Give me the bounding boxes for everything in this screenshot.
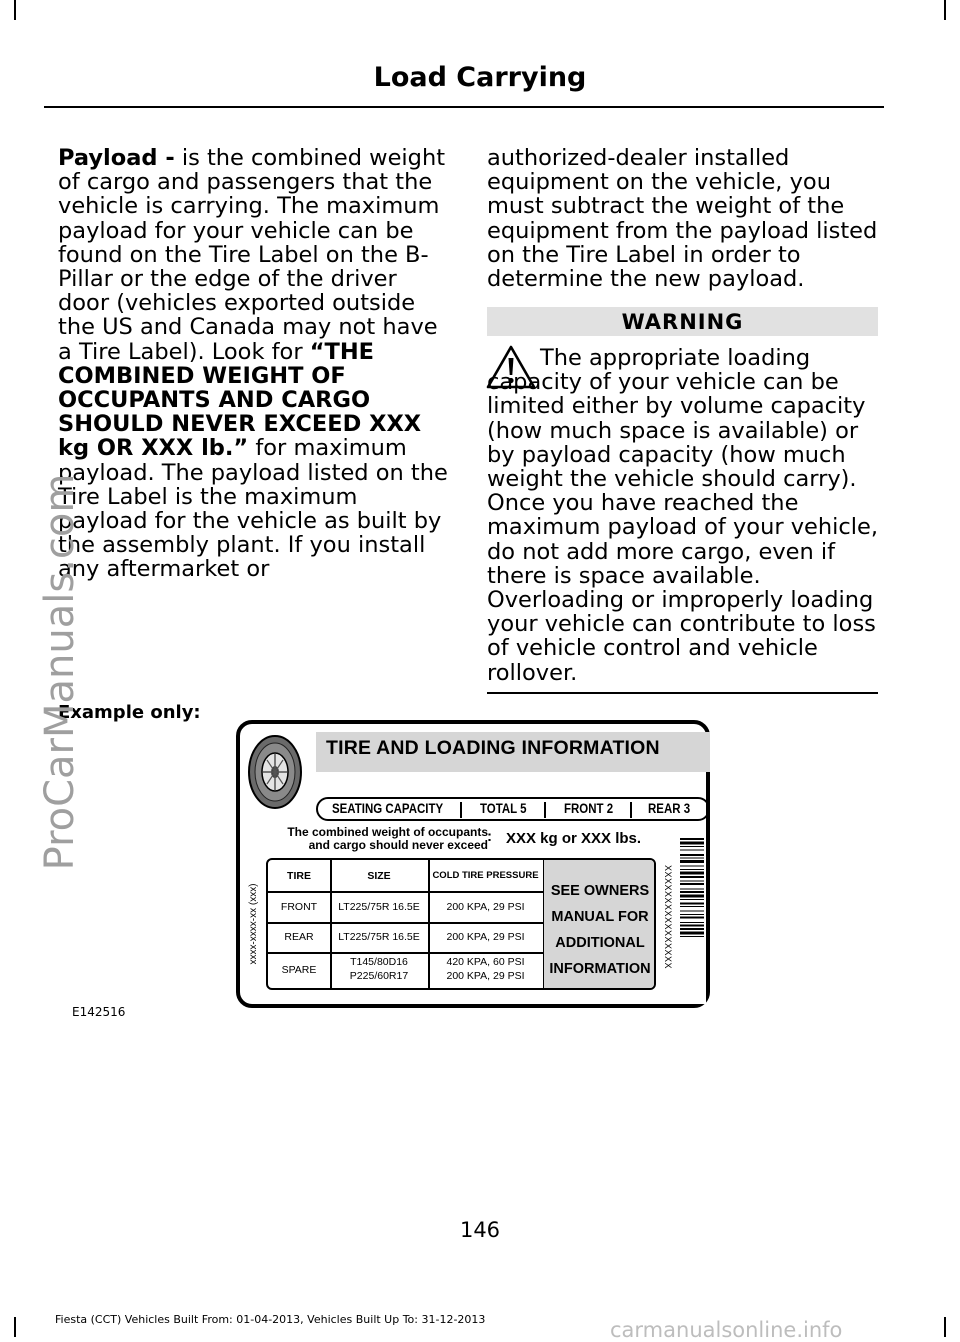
label-title: TIRE AND LOADING INFORMATION: [326, 737, 660, 759]
crop-mark: [14, 0, 16, 20]
combined-weight-quote: “THE COMBINED WEIGHT OF OCCUPANTS AND CARGO SHOULD NEVER EXCEED XXX kg OR XXX lb.”: [58, 338, 422, 462]
left-column: [58, 146, 453, 582]
crop-mark: [14, 1317, 16, 1337]
spare-size-1: T145/80D16: [350, 956, 408, 968]
page-title: Load Carrying: [373, 62, 587, 93]
warning-rule: [487, 692, 878, 694]
side-id: [244, 870, 262, 978]
side-id-text: (xxx) xx-xxxx-xxxx: [247, 883, 259, 965]
tire-icon: [244, 732, 306, 812]
payload-text-2: for maximum payload. The payload listed on the Tire Label is the maximum payload for the vehicle as built by the assembly plant. If you install any aftermarket or: [58, 435, 448, 583]
see-owners-line-3: ADDITIONAL: [555, 935, 645, 951]
spare-tire: SPARE: [281, 964, 317, 976]
crop-mark: [944, 0, 946, 20]
seating-capacity-bar: [316, 797, 710, 821]
header-size: SIZE: [367, 870, 391, 882]
crop-mark: [944, 1317, 946, 1337]
barcode-id: [658, 862, 678, 972]
front-tire: FRONT: [280, 901, 318, 913]
colon: :: [487, 828, 492, 845]
seating-capacity: SEATING CAPACITY: [332, 801, 444, 816]
payload-term: Payload -: [58, 145, 175, 171]
table-divider: [268, 952, 544, 954]
header-rule: [44, 106, 884, 108]
header-tire: TIRE: [287, 870, 311, 882]
rear-size: LT225/75R 16.5E: [338, 931, 420, 943]
see-owners-line-2: MANUAL FOR: [551, 909, 649, 925]
warning-body: [487, 346, 882, 685]
barcode-icon: [678, 836, 706, 1004]
divider: [460, 802, 462, 818]
table-divider: [268, 891, 544, 893]
divider: [630, 802, 632, 818]
tire-pressure-table: [266, 858, 656, 990]
seating-front: FRONT 2: [564, 801, 614, 816]
figure-id: E142516: [72, 1005, 126, 1019]
see-owners-line-4: INFORMATION: [549, 961, 651, 977]
example-label: Example only:: [58, 702, 201, 723]
rear-pressure: 200 KPA, 29 PSI: [446, 931, 525, 943]
table-divider: [268, 922, 544, 924]
see-owners-manual-box: [544, 860, 656, 988]
footer-text: Fiesta (CCT) Vehicles Built From: 01-04-2013, Vehicles Built Up To: 31-12-2013: [55, 1313, 486, 1326]
warning-text: The appropriate loading capacity of your vehicle can be limited either by volume capacity (how much space is available) or by payload capacity (how much weight the vehicle should carry). Once you have reached the maximum payload of your vehicle, do not add more cargo, even if there is space available. Overloading or improperly loading your vehicle can contribute to loss of vehicle control and vehicle rollover.: [487, 345, 879, 686]
see-owners-line-1: SEE OWNERS: [550, 883, 650, 899]
max-weight: XXX kg or XXX lbs.: [506, 830, 642, 847]
header-pressure: COLD TIRE PRESSURE: [432, 870, 539, 881]
rear-tire: REAR: [284, 931, 314, 943]
watermark-left-text: ProCarManuals.com: [37, 473, 83, 871]
page-number: 146: [459, 1218, 501, 1242]
spare-size-2: P225/60R17: [349, 970, 409, 982]
payload-text-1: is the combined weight of cargo and passengers that the vehicle is carrying. The maximum payload for your vehicle can be found on the Tire Label on the B-Pillar or the edge of the driver door (vehicles exported outside the US and Canada may not have a Tire Label). Look for: [58, 145, 446, 365]
warning-heading: WARNING: [487, 307, 878, 336]
front-pressure: 200 KPA, 29 PSI: [446, 901, 525, 913]
right-column: authorized-dealer installed equipment on the vehicle, you must subtract the weight of the equipment from the payload listed on the Tire Label in order to determine the new payload.: [487, 145, 878, 293]
divider: [544, 802, 546, 818]
combined-weight-caption: [268, 826, 488, 852]
combined-line-1: The combined weight of occupants: [287, 825, 488, 839]
front-size: LT225/75R 16.5E: [338, 901, 420, 913]
seating-rear: REAR 3: [648, 801, 691, 816]
seating-total: TOTAL 5: [480, 801, 527, 816]
tire-loading-label: [236, 720, 710, 1008]
combined-line-2: and cargo should never exceed: [308, 838, 488, 852]
spare-pressure-2: 200 KPA, 29 PSI: [446, 970, 525, 982]
watermark-bottom: carmanualsonline.info: [610, 1318, 843, 1342]
spare-pressure-1: 420 KPA, 60 PSI: [446, 956, 525, 968]
barcode-id-text: XXXXXXXXXXXXXXXX: [663, 864, 673, 970]
